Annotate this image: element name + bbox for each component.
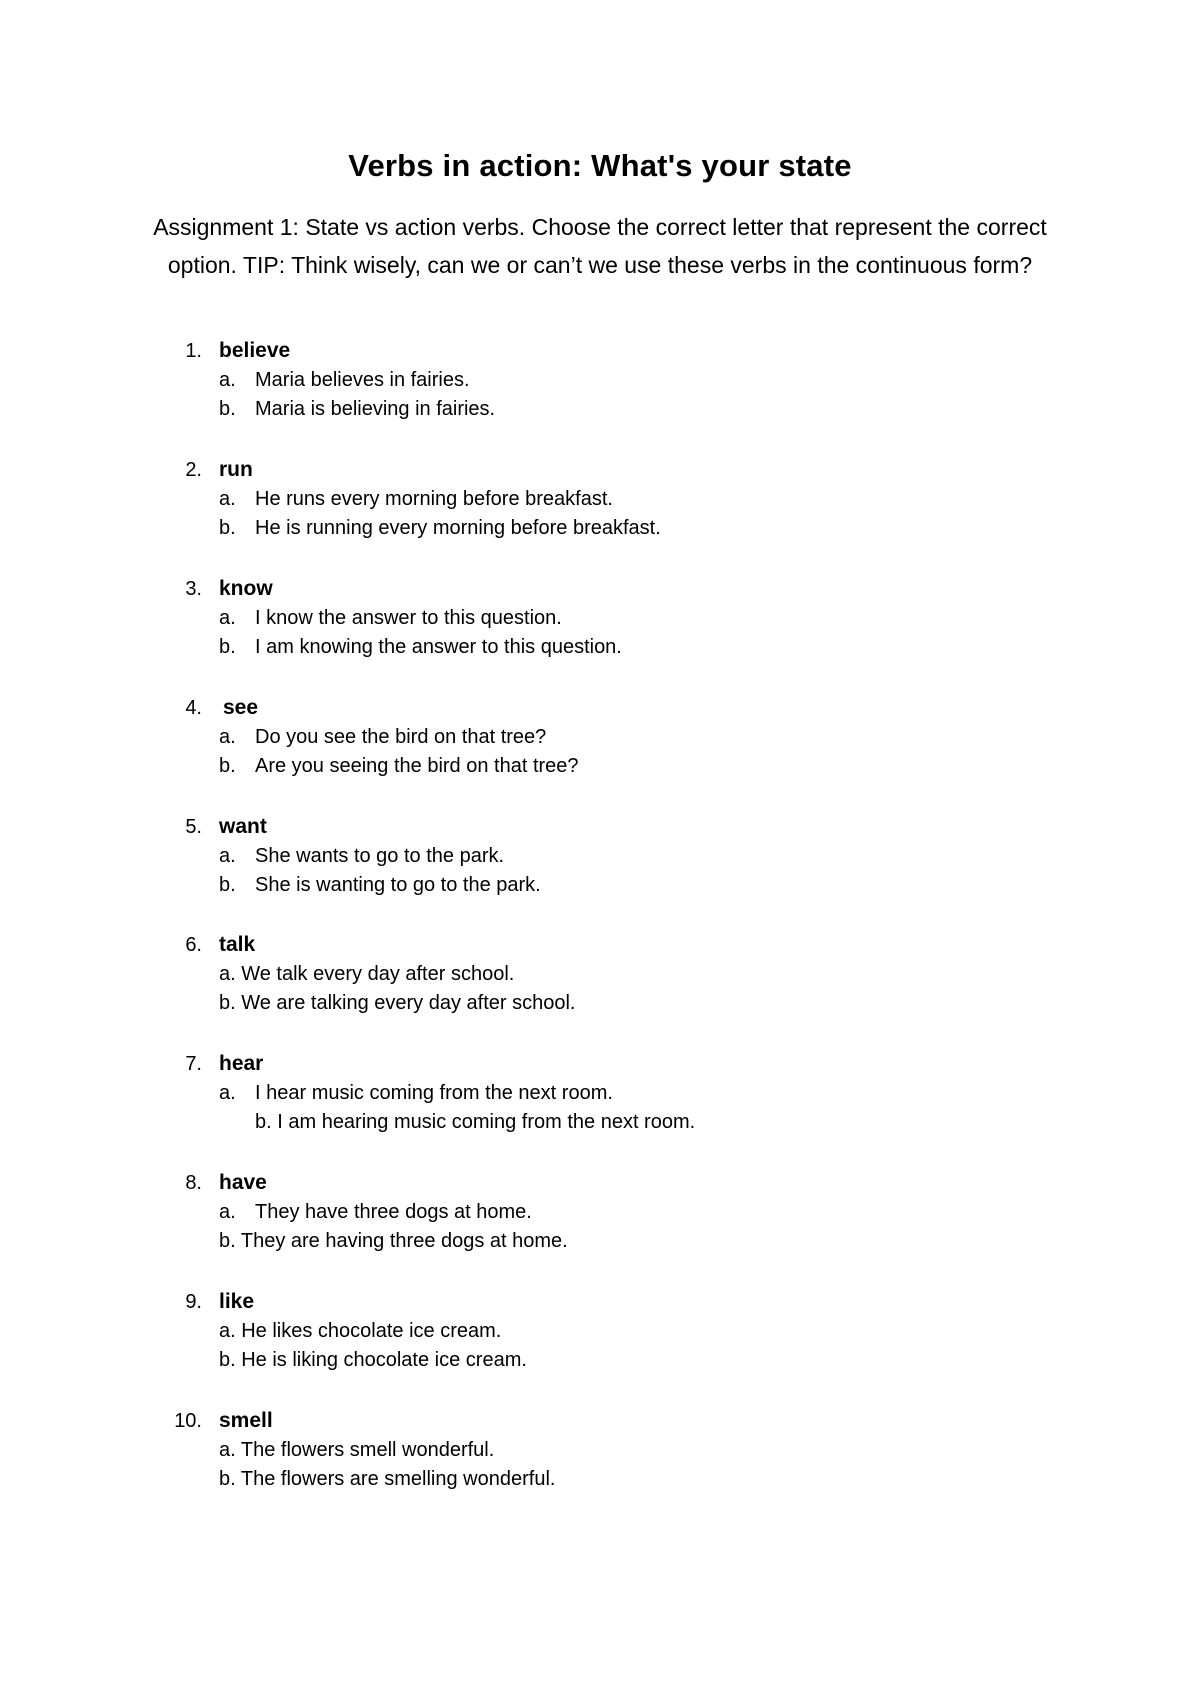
- question-number: 6.: [185, 934, 202, 956]
- answer-option: [255, 1108, 695, 1136]
- option-text: I know the answer to this question.: [255, 607, 562, 629]
- question-verb: see: [223, 696, 259, 719]
- answer-option: [219, 1317, 501, 1345]
- option-letter: b.: [219, 636, 236, 658]
- option-text: b. We are talking every day after school.: [219, 992, 576, 1014]
- option-text: Do you see the bird on that tree?: [255, 726, 547, 748]
- question-number: 9.: [185, 1291, 202, 1313]
- option-text: Maria is believing in fairies.: [255, 398, 496, 420]
- option-letter: a.: [219, 369, 236, 391]
- option-text: a. The flowers smell wonderful.: [219, 1439, 495, 1461]
- answer-option: [219, 871, 541, 899]
- question-verb: know: [219, 577, 273, 600]
- option-text: They have three dogs at home.: [255, 1201, 532, 1223]
- option-letter: a.: [219, 488, 236, 510]
- question-number: 10.: [174, 1410, 202, 1432]
- option-letter: b.: [219, 755, 236, 777]
- answer-option: [219, 604, 562, 632]
- document-title: Verbs in action: What's your state: [348, 148, 852, 183]
- option-text: b. He is liking chocolate ice cream.: [219, 1349, 527, 1371]
- option-text: He is running every morning before breakfast.: [255, 517, 661, 539]
- option-text: b. The flowers are smelling wonderful.: [219, 1468, 556, 1490]
- answer-option: [219, 1198, 532, 1226]
- answer-option: [219, 395, 495, 423]
- answer-option: [219, 366, 470, 394]
- option-text: She is wanting to go to the park.: [255, 874, 541, 896]
- question-verb: want: [219, 815, 267, 838]
- option-letter: a.: [219, 1082, 236, 1104]
- answer-option: [219, 723, 546, 751]
- answer-option: [219, 960, 514, 988]
- option-text: She wants to go to the park.: [255, 845, 505, 867]
- option-text: b. They are having three dogs at home.: [219, 1230, 568, 1252]
- question-verb: smell: [219, 1409, 273, 1432]
- option-letter: a.: [219, 607, 236, 629]
- option-letter: a.: [219, 845, 236, 867]
- assignment-instructions: Assignment 1: State vs action verbs. Choose the correct letter that represent the correct option. TIP: Think wisely, can we or can’t we use these verbs in the continuous form?: [153, 214, 1047, 278]
- question-number: 5.: [185, 816, 202, 838]
- option-letter: b.: [219, 398, 236, 420]
- question-number: 3.: [185, 578, 202, 600]
- option-text: b. I am hearing music coming from the next room.: [255, 1111, 696, 1133]
- question-number: 7.: [185, 1053, 202, 1075]
- option-letter: b.: [219, 517, 236, 539]
- option-letter: b.: [219, 874, 236, 896]
- answer-option: [219, 842, 504, 870]
- question-number: 1.: [185, 340, 202, 362]
- question-verb: run: [219, 458, 253, 481]
- question-verb: believe: [219, 339, 291, 362]
- option-text: a. He likes chocolate ice cream.: [219, 1320, 502, 1342]
- option-text: I hear music coming from the next room.: [255, 1082, 613, 1104]
- answer-option: [219, 485, 613, 513]
- option-letter: a.: [219, 1201, 236, 1223]
- answer-option: [219, 1346, 527, 1374]
- question-number: 4.: [185, 697, 202, 719]
- answer-option: [219, 1227, 568, 1255]
- answer-option: [219, 989, 575, 1017]
- answer-option: [219, 752, 579, 780]
- question-verb: like: [219, 1290, 255, 1313]
- answer-option: [219, 1436, 494, 1464]
- answer-option: [219, 1079, 613, 1107]
- option-text: Are you seeing the bird on that tree?: [255, 755, 579, 777]
- option-text: I am knowing the answer to this question.: [255, 636, 622, 658]
- question-verb: talk: [219, 933, 256, 956]
- option-letter: a.: [219, 726, 236, 748]
- option-text: a. We talk every day after school.: [219, 963, 515, 985]
- option-text: Maria believes in fairies.: [255, 369, 470, 391]
- option-text: He runs every morning before breakfast.: [255, 488, 613, 510]
- answer-option: [219, 633, 622, 661]
- answer-option: [219, 514, 661, 542]
- answer-option: [219, 1465, 555, 1493]
- question-number: 2.: [185, 459, 202, 481]
- question-verb: have: [219, 1171, 267, 1194]
- question-verb: hear: [219, 1052, 264, 1075]
- question-number: 8.: [185, 1172, 202, 1194]
